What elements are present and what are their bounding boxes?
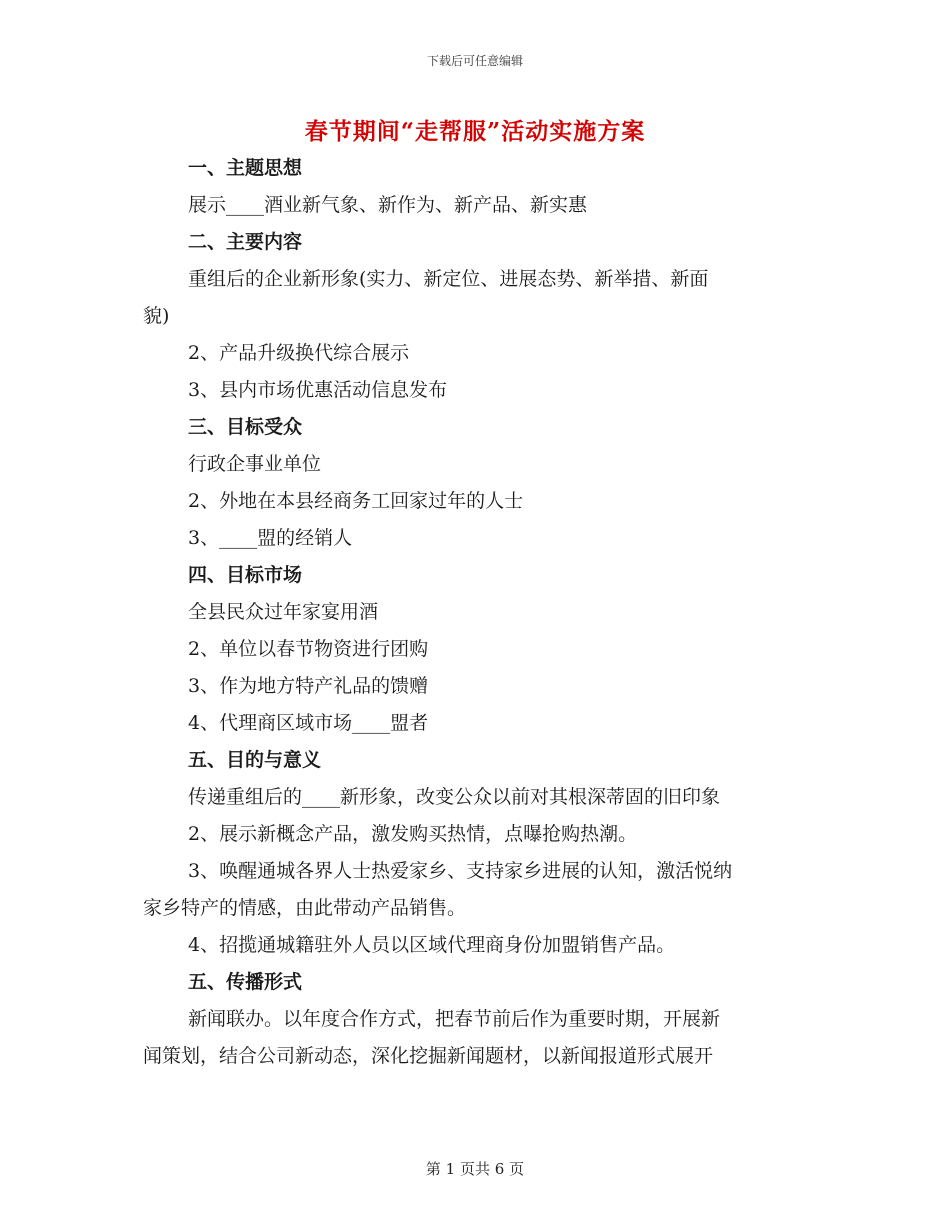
body-line: 行政企事业单位 bbox=[188, 453, 322, 475]
section-heading: 三、目标受众 bbox=[188, 416, 303, 438]
body-line: 4、代理商区域市场____盟者 bbox=[188, 712, 429, 734]
body-line: 家乡特产的情感，由此带动产品销售。 bbox=[143, 897, 467, 919]
section-heading: 一、主题思想 bbox=[188, 157, 303, 179]
body-line: 3、____盟的经销人 bbox=[188, 527, 353, 549]
body-line: 貌) bbox=[143, 305, 170, 327]
body-line: 2、外地在本县经商务工回家过年的人士 bbox=[188, 490, 524, 512]
body-line: 新闻联办。以年度合作方式，把春节前后作为重要时期，开展新 bbox=[188, 1008, 721, 1030]
body-line: 3、作为地方特产礼品的馈赠 bbox=[188, 675, 429, 697]
document-title: 春节期间“走帮服”活动实施方案 bbox=[304, 118, 646, 145]
section-heading: 四、目标市场 bbox=[188, 564, 303, 586]
header-note: 下载后可任意编辑 bbox=[426, 54, 523, 68]
body-line: 2、产品升级换代综合展示 bbox=[188, 342, 410, 364]
body-line: 3、县内市场优惠活动信息发布 bbox=[188, 379, 448, 401]
section-heading: 二、主要内容 bbox=[188, 231, 303, 253]
body-line: 2、单位以春节物资进行团购 bbox=[188, 638, 429, 660]
document-body bbox=[143, 150, 823, 1075]
body-line: 传递重组后的____新形象，改变公众以前对其根深蒂固的旧印象 bbox=[188, 786, 721, 808]
body-line: 全县民众过年家宴用酒 bbox=[188, 601, 379, 623]
body-line: 3、唤醒通城各界人士热爱家乡、支持家乡进展的认知，激活悦纳 bbox=[188, 860, 733, 882]
section-heading: 五、目的与意义 bbox=[188, 749, 322, 771]
body-line: 闻策划，结合公司新动态，深化挖掘新闻题材，以新闻报道形式展开 bbox=[143, 1045, 714, 1067]
body-line: 4、招揽通城籍驻外人员以区域代理商身份加盟销售产品。 bbox=[188, 934, 676, 956]
page-number-footer: 第 1 页共 6 页 bbox=[425, 1160, 525, 1178]
section-heading: 五、传播形式 bbox=[188, 971, 303, 993]
body-line: 展示____酒业新气象、新作为、新产品、新实惠 bbox=[188, 194, 588, 216]
body-line: 重组后的企业新形象(实力、新定位、进展态势、新举措、新面 bbox=[188, 268, 709, 290]
body-line: 2、展示新概念产品，激发购买热情，点曝抢购热潮。 bbox=[188, 823, 638, 845]
